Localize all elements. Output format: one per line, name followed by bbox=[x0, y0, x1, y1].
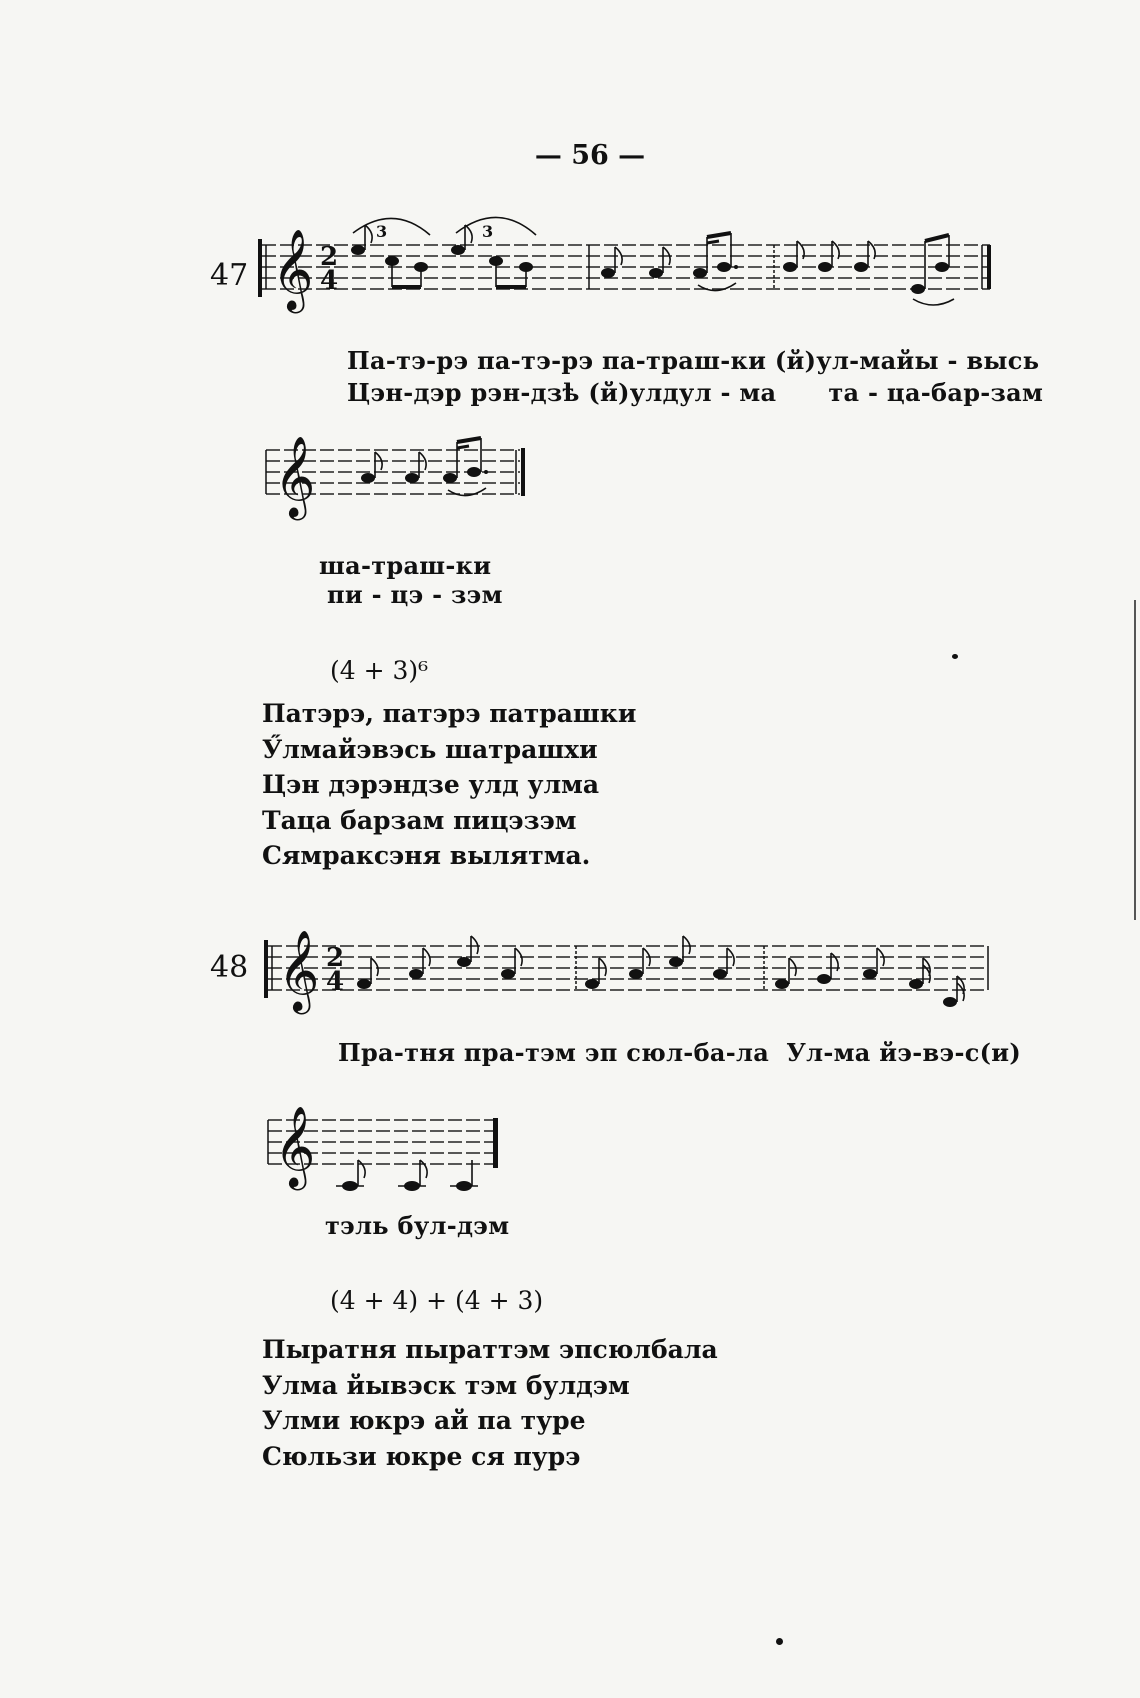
triplet-label: 3 bbox=[482, 222, 494, 241]
music-staff-48-line1 bbox=[264, 910, 1004, 1020]
song-47-lyrics-line-1: Па-тэ-рэ па-тэ-рэ па-траш-ки (й)ул-майы - высь bbox=[347, 346, 1040, 375]
song-47-lyrics-line-2: Цэн-дэр рэн-дзѣ (й)улдул - ма та - ца-бар-зам bbox=[347, 378, 1044, 407]
time-signature-bottom: 4 bbox=[326, 967, 345, 997]
song-48-verse bbox=[262, 1332, 718, 1474]
svg-text:𝄞: 𝄞 bbox=[274, 1105, 316, 1187]
svg-text:𝄞: 𝄞 bbox=[274, 435, 316, 517]
song-number-47: 47 bbox=[210, 258, 249, 293]
time-signature-top: 2 bbox=[326, 943, 345, 973]
song-48-cont-line-1: тэль бул-дэм bbox=[325, 1211, 510, 1240]
verse-line: Сюльзи юкре ся пурэ bbox=[262, 1441, 581, 1471]
verse-line: Улми юкрэ ай па туре bbox=[262, 1406, 586, 1435]
verse-line: Патэрэ, патэрэ патрашки bbox=[262, 699, 637, 728]
song-number-48: 48 bbox=[210, 950, 249, 985]
verse-line: Цэн дэрэндзе улд улма bbox=[262, 770, 600, 799]
print-speck bbox=[952, 654, 958, 659]
time-signature-top: 2 bbox=[320, 242, 339, 272]
song-47-formula: (4 + 3)⁶ bbox=[330, 656, 429, 685]
music-staff-47-line2 bbox=[262, 420, 542, 530]
music-staff-47-line1 bbox=[258, 205, 998, 315]
svg-text:𝄞: 𝄞 bbox=[278, 929, 320, 1011]
song-48-lyrics-line-1: Пра-тня пра-тэм эп сюл-ба-ла Ул-ма йэ-вэ-с(и) bbox=[338, 1038, 1022, 1067]
song-47-cont-line-1: ша-траш-ки bbox=[319, 551, 492, 580]
scan-edge-mark bbox=[1134, 600, 1136, 920]
verse-line: Сямраксэня вылятма. bbox=[262, 841, 591, 870]
time-signature-bottom: 4 bbox=[320, 266, 339, 296]
verse-line: Пыратня пыраттэм эпсюлбала bbox=[262, 1335, 718, 1364]
triplet-label: 3 bbox=[376, 222, 388, 241]
svg-text:𝄞: 𝄞 bbox=[272, 228, 314, 310]
verse-line: Таца барзам пицэзэм bbox=[262, 805, 577, 835]
music-staff-48-line2 bbox=[264, 1100, 504, 1210]
song-47-cont-line-2: пи - цэ - зэм bbox=[327, 580, 503, 609]
song-47-verse bbox=[262, 696, 636, 874]
verse-line: Улма йывэск тэм булдэм bbox=[262, 1370, 630, 1400]
page-number: — 56 — bbox=[534, 140, 646, 171]
song-48-formula: (4 + 4) + (4 + 3) bbox=[330, 1286, 544, 1315]
verse-line: Ӳлмайэвэсь шатрашхи bbox=[262, 734, 598, 764]
print-speck bbox=[776, 1638, 783, 1645]
